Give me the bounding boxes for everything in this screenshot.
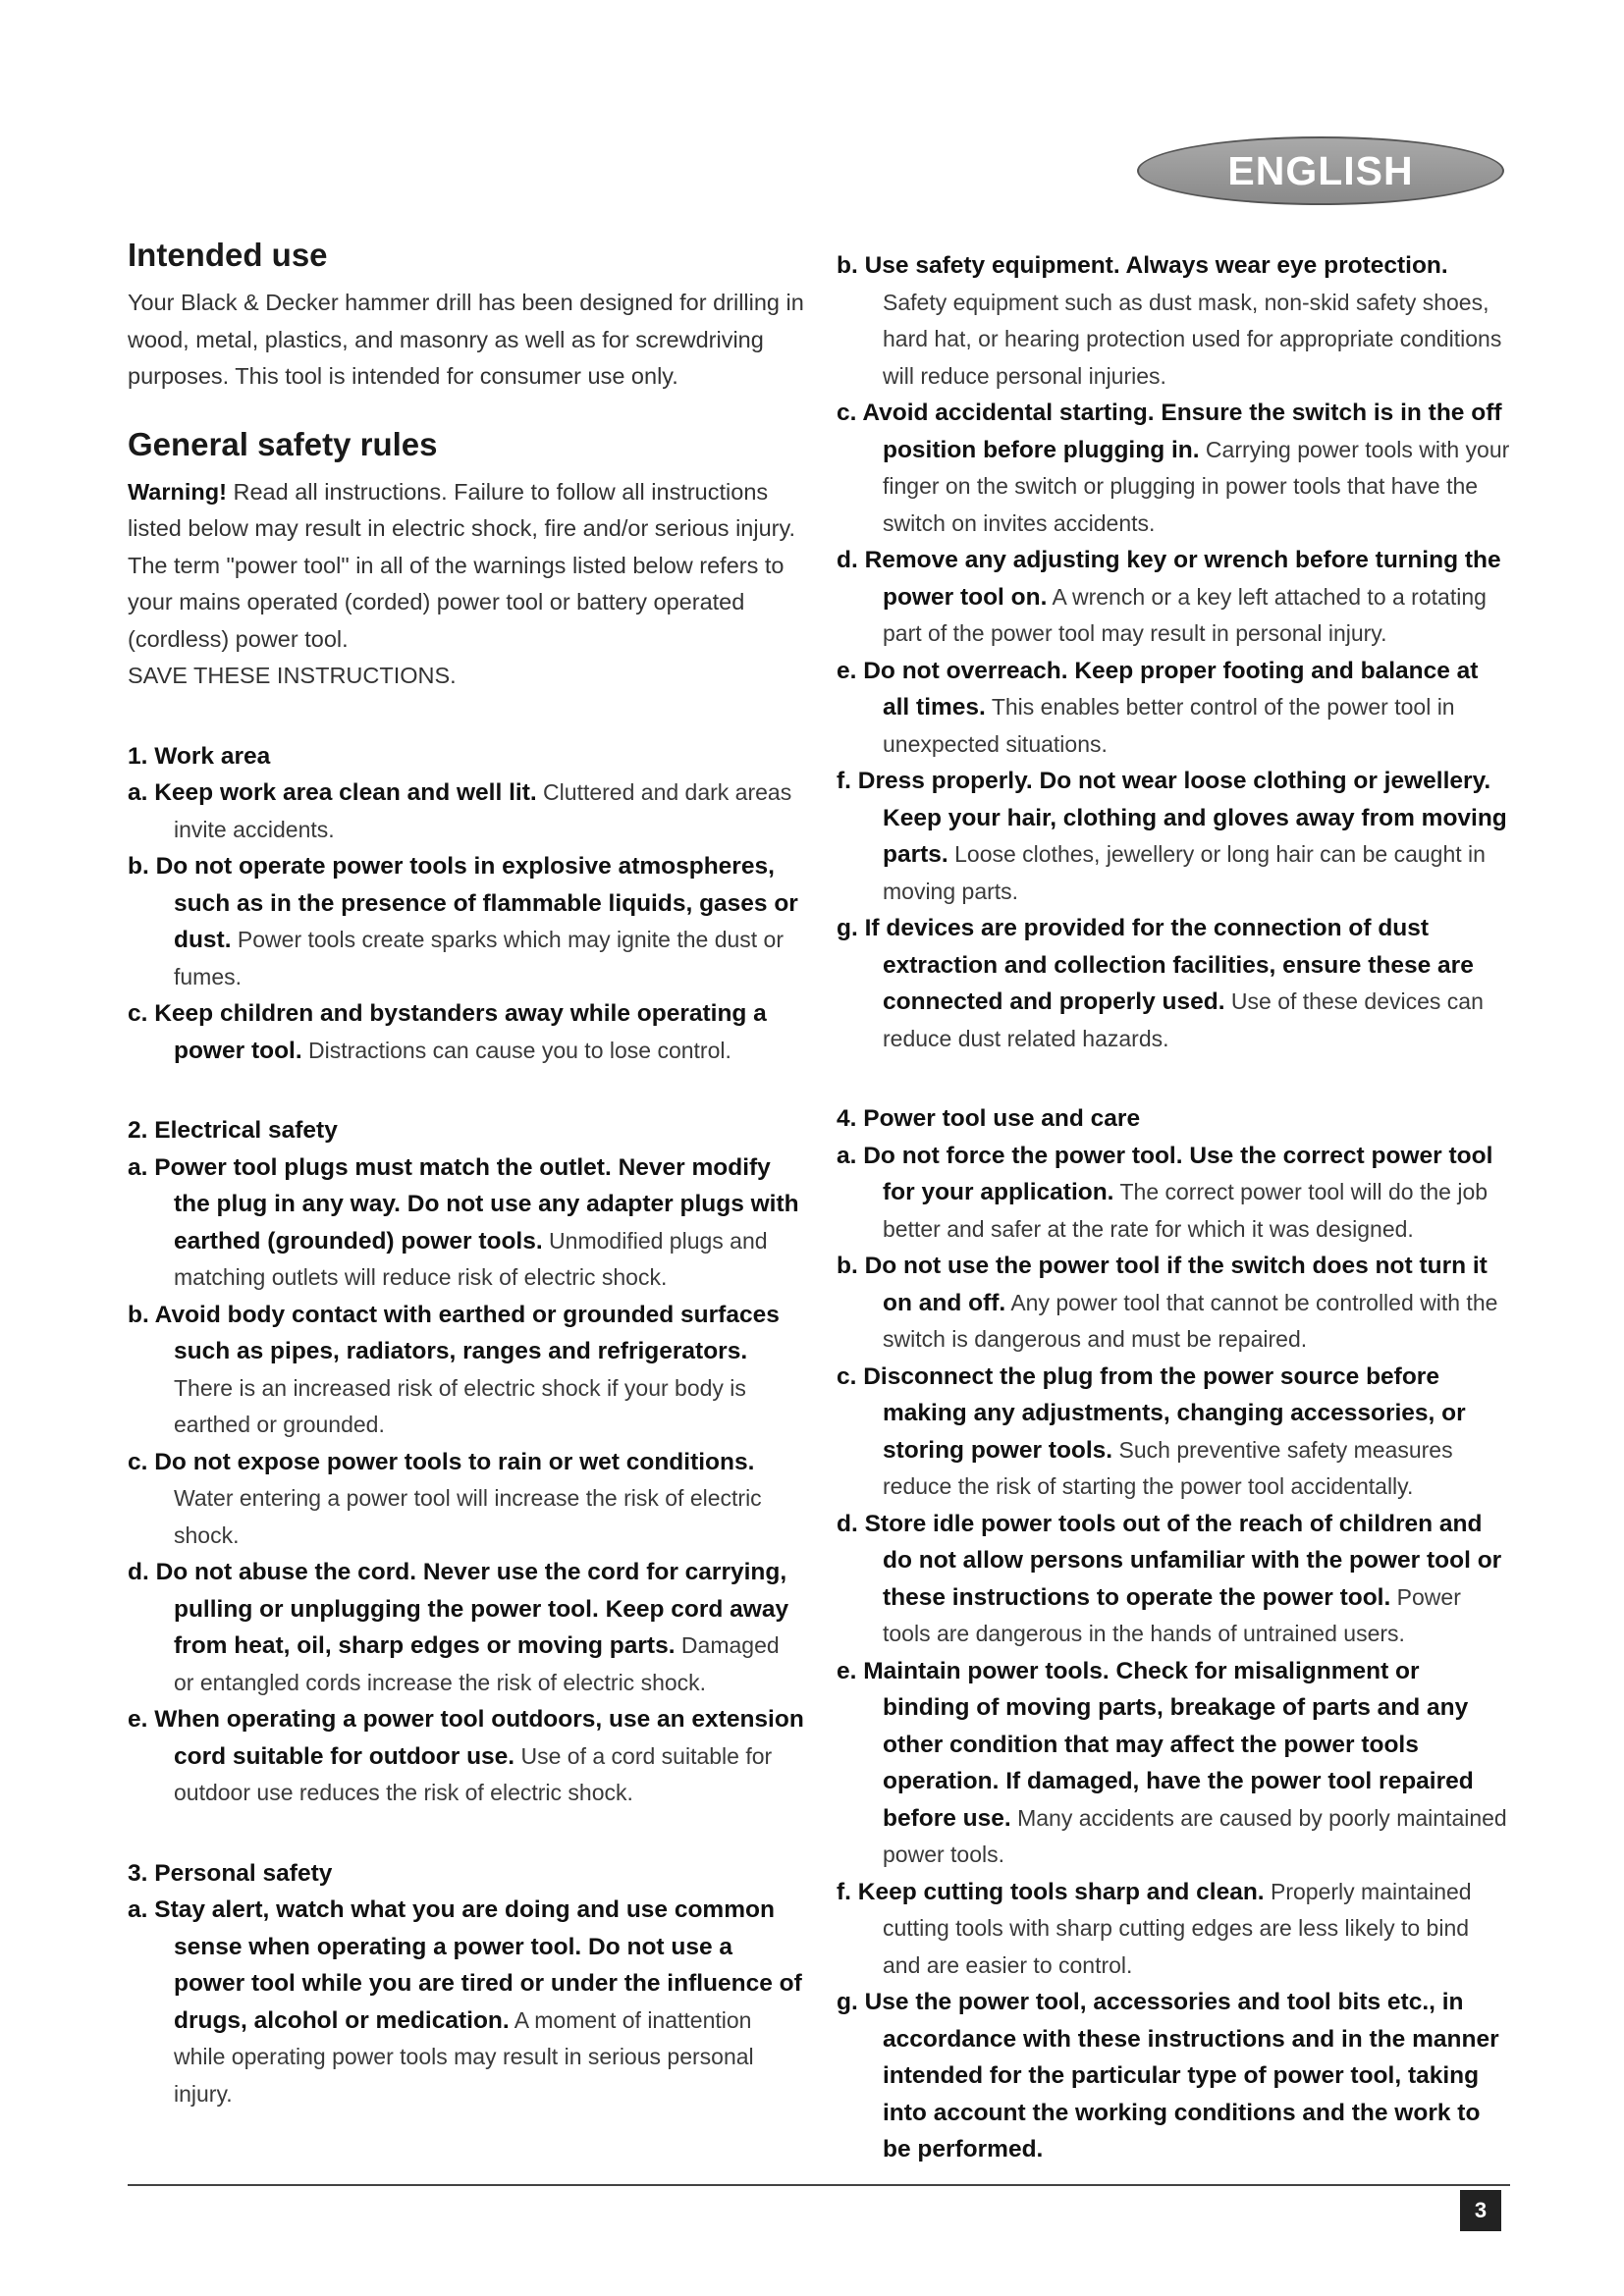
list-item: a. Keep work area clean and well lit. Cluttered and dark areas invite accidents. <box>128 779 792 842</box>
personal-safety-title: 3. Personal safety <box>128 1859 333 1887</box>
warning-text: Read all instructions. Failure to follow all instructions listed below may result in electric shock, fire and/or serious injury. The term "power tool" in all of the warnings listed below refers to your mains operated (corded) power tool or battery operated (cordless) power tool. <box>128 478 796 652</box>
electrical-safety-title: 2. Electrical safety <box>128 1117 338 1144</box>
intended-use-text: Your Black & Decker hammer drill has been designed for drilling in wood, metal, plastics, and masonry as well as for screwdriving purposes. This tool is intended for consumer use only. <box>128 290 804 389</box>
save-instructions: SAVE THESE INSTRUCTIONS. <box>128 663 457 688</box>
tool-use-title: 4. Power tool use and care <box>837 1105 1141 1132</box>
list-item: d. Do not abuse the cord. Never use the cord for carrying, pulling or unplugging the power tool. Keep cord away from heat, oil, sharp edges or moving parts. Damaged or entangled cords increase the risk of electric shock. <box>128 1559 789 1695</box>
left-column <box>128 236 805 2112</box>
list-item: c. Do not expose power tools to rain or wet conditions. Water entering a power tool will increase the risk of electric shock. <box>128 1448 762 1548</box>
list-item: b. Avoid body contact with earthed or grounded surfaces such as pipes, radiators, ranges and refrigerators. There is an increased risk of electric shock if your body is earthed or grounded. <box>128 1301 780 1437</box>
list-item: c. Avoid accidental starting. Ensure the switch is in the off position before plugging in. Carrying power tools with your finger on the switch or plugging in power tools that have the switch on invites accidents. <box>837 400 1510 536</box>
list-item: e. Do not overreach. Keep proper footing and balance at all times. This enables better control of the power tool in unexpected situations. <box>837 657 1479 757</box>
general-safety-warning <box>128 474 805 659</box>
footer-divider <box>128 2184 1510 2186</box>
list-item: a. Power tool plugs must match the outlet. Never modify the plug in any way. Do not use any adapter plugs with earthed (grounded) power tools. Unmodified plugs and matching outlets will reduce risk of electric shock. <box>128 1153 799 1290</box>
list-item: d. Remove any adjusting key or wrench before turning the power tool on. A wrench or a key left attached to a rotating part of the power tool may result in personal injury. <box>837 547 1501 646</box>
right-column <box>837 247 1510 2168</box>
list-item: a. Stay alert, watch what you are doing and use common sense when operating a power tool. Do not use a power tool while you are tired or under the influence of drugs, alcohol or medication. A moment of inattention while operating power tools may result in serious personal injury. <box>128 1896 802 2107</box>
list-item: b. Use safety equipment. Always wear eye protection. Safety equipment such as dust mask, non-skid safety shoes, hard hat, or hearing protection used for appropriate conditions will reduce personal injuries. <box>837 252 1502 389</box>
general-safety-title: General safety rules <box>128 425 438 462</box>
list-item: c. Keep children and bystanders away while operating a power tool. Distractions can cause you to lose control. <box>128 1000 767 1064</box>
list-item: a. Do not force the power tool. Use the correct power tool for your application. The correct power tool will do the job better and safer at the rate for which it was designed. <box>837 1142 1493 1242</box>
list-item: d. Store idle power tools out of the reach of children and do not allow persons unfamiliar with the power tool or these instructions to operate the power tool. Power tools are dangerous in the hands of untrained users. <box>837 1510 1502 1646</box>
list-item: b. Do not use the power tool if the switch does not turn it on and off. Any power tool that cannot be controlled with the switch is dangerous and must be repaired. <box>837 1253 1498 1352</box>
warning-label: Warning! <box>128 478 227 505</box>
list-item: e. Maintain power tools. Check for misalignment or binding of moving parts, breakage of parts and any other condition that may affect the power tools operation. If damaged, have the power tool repaired before use. Many accidents are caused by poorly maintained power tools. <box>837 1657 1507 1867</box>
list-item: c. Disconnect the plug from the power source before making any adjustments, changing accessories, or storing power tools. Such preventive safety measures reduce the risk of starting the power tool accidentally. <box>837 1362 1466 1499</box>
list-item: e. When operating a power tool outdoors, use an extension cord suitable for outdoor use. Use of a cord suitable for outdoor use reduces the risk of electric shock. <box>128 1706 804 1805</box>
list-item: g. Use the power tool, accessories and tool bits etc., in accordance with these instructions and in the manner intended for the particular type of power tool, taking into account the working conditions and the work to be performed. <box>837 1989 1499 2163</box>
language-tab: ENGLISH <box>1137 136 1504 205</box>
list-item: b. Do not operate power tools in explosive atmospheres, such as in the presence of flammable liquids, gases or dust. Power tools create sparks which may ignite the dust or fumes. <box>128 853 798 989</box>
list-item: f. Dress properly. Do not wear loose clothing or jewellery. Keep your hair, clothing and gloves away from moving parts. Loose clothes, jewellery or long hair can be caught in moving parts. <box>837 768 1507 904</box>
intended-use-title: Intended use <box>128 237 328 273</box>
list-item: f. Keep cutting tools sharp and clean. Properly maintained cutting tools with sharp cutting edges are less likely to bind and are easier to control. <box>837 1878 1472 1978</box>
list-item: g. If devices are provided for the connection of dust extraction and collection facilities, ensure these are connected and properly used. Use of these devices can reduce dust related hazards. <box>837 915 1484 1051</box>
page-number: 3 <box>1460 2190 1501 2231</box>
work-area-title: 1. Work area <box>128 742 271 770</box>
